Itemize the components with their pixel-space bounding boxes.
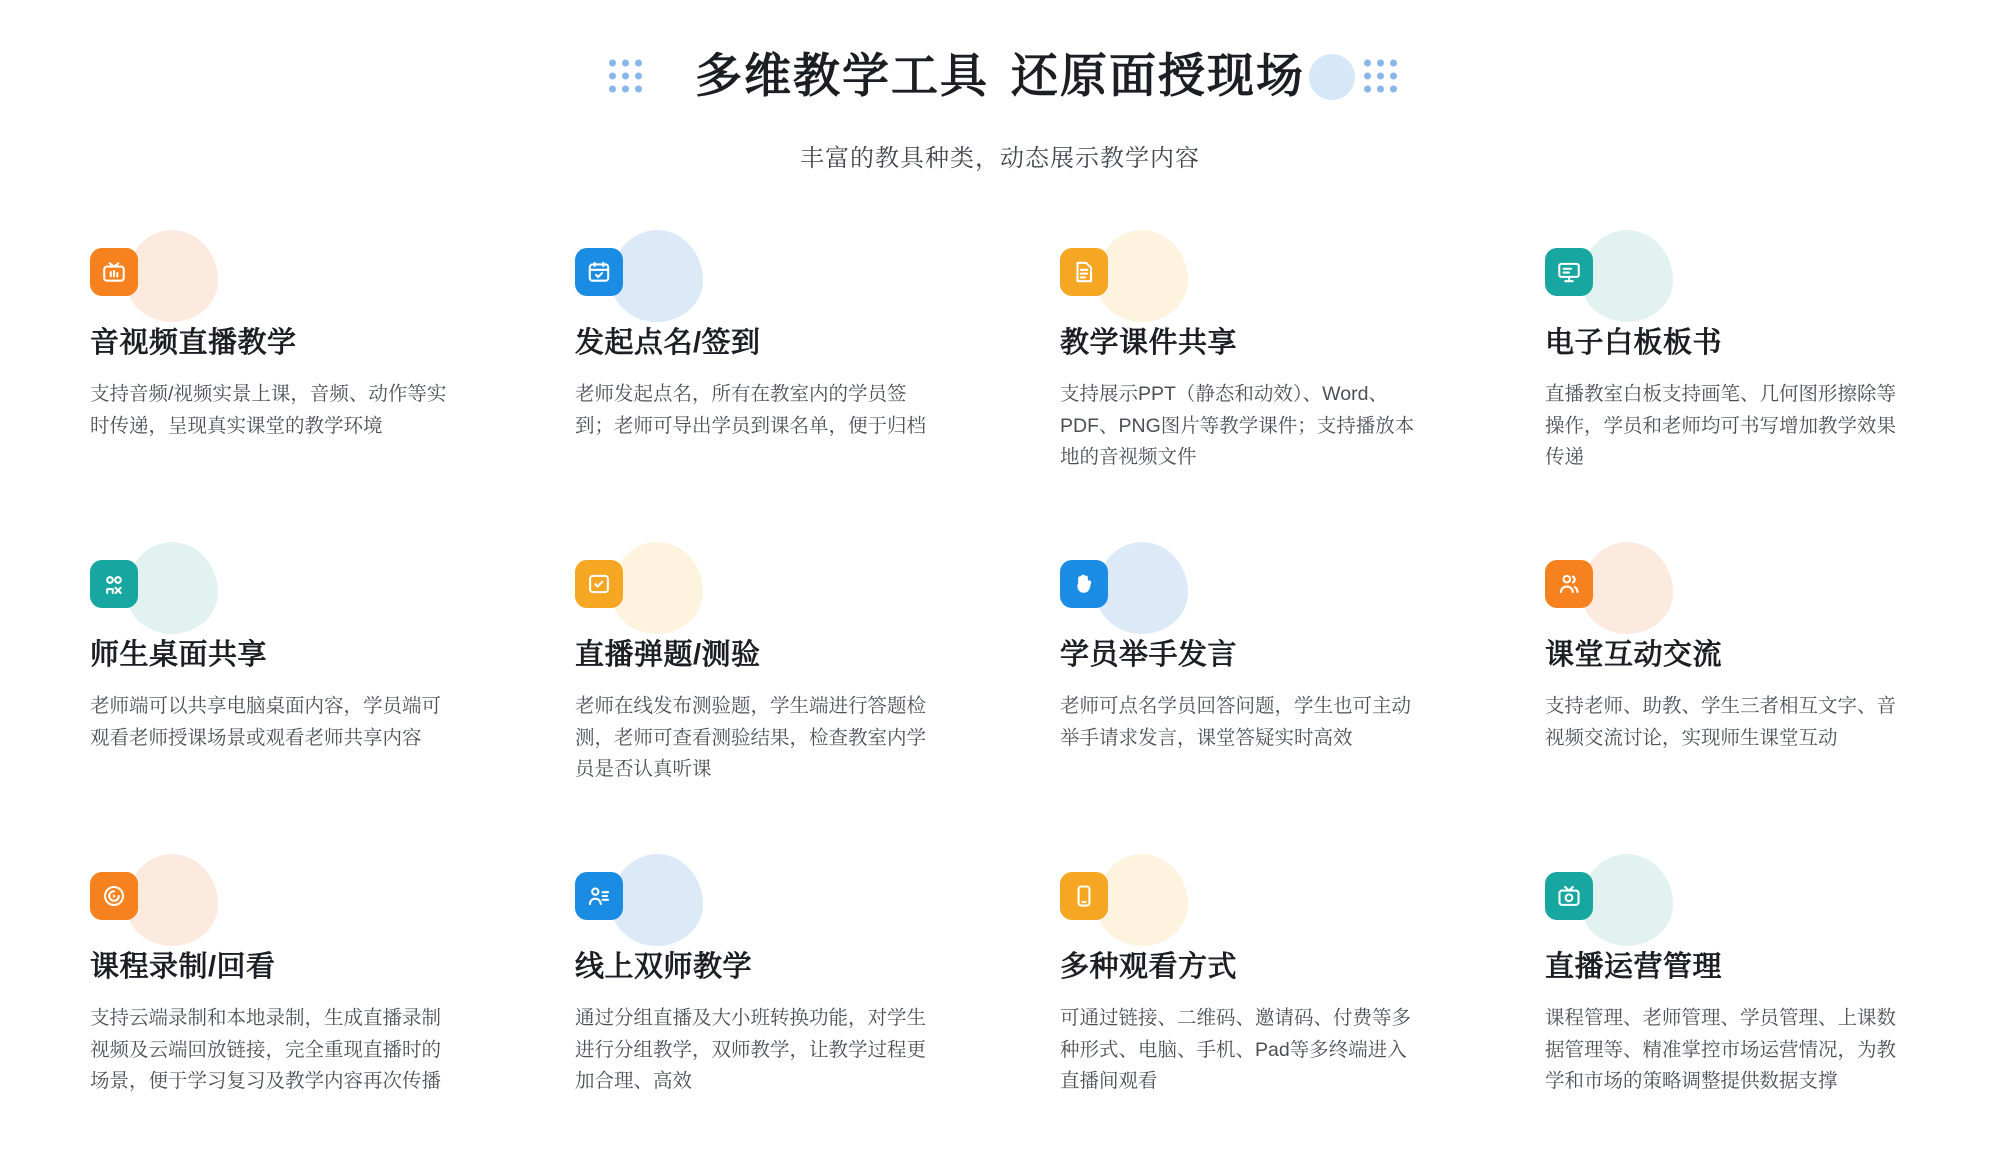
feature-title: 电子白板板书 <box>1545 327 1723 359</box>
feature-card <box>1060 872 1440 1122</box>
feature-title: 直播弹题/测验 <box>575 639 761 671</box>
decorative-blob <box>611 230 703 322</box>
feature-title: 多种观看方式 <box>1060 951 1238 983</box>
feature-description: 老师在线发布测验题，学生端进行答题检测，老师可查看测验结果，检查教室内学员是否认真听课 <box>575 695 927 781</box>
decorative-blob-title <box>1309 54 1355 100</box>
feature-card <box>1545 248 1925 498</box>
decorative-blob <box>1096 854 1188 946</box>
decorative-blob <box>126 230 218 322</box>
feature-description: 课程管理、老师管理、学员管理、上课数据管理等、精准掌控市场运营情况，为教学和市场的策略调整提供数据支撑 <box>1545 1007 1897 1093</box>
page-title-part2: 还原面授现场 <box>1011 49 1305 102</box>
feature-description: 老师端可以共享电脑桌面内容，学员端可观看老师授课场景或观看老师共享内容 <box>90 695 442 749</box>
page-subtitle: 丰富的教具种类，动态展示教学内容 <box>800 145 1200 173</box>
feature-grid <box>90 248 1920 1122</box>
broadcast-manage-icon <box>1545 872 1593 920</box>
feature-card <box>1545 872 1925 1122</box>
feature-card <box>90 248 470 498</box>
record-play-icon <box>90 872 138 920</box>
feature-description: 可通过链接、二维码、邀请码、付费等多种形式、电脑、手机、Pad等多终端进入直播间观看 <box>1060 1007 1412 1093</box>
page-title <box>695 48 1305 104</box>
feature-title: 音视频直播教学 <box>90 327 297 359</box>
feature-title: 课程录制/回看 <box>90 951 276 983</box>
decorative-blob <box>1581 230 1673 322</box>
feature-card <box>90 872 470 1122</box>
feature-description: 老师可点名学员回答问题，学生也可主动举手请求发言，课堂答疑实时高效 <box>1060 695 1412 749</box>
decorative-blob <box>611 854 703 946</box>
feature-description: 通过分组直播及大小班转换功能，对学生进行分组教学，双师教学，让教学过程更加合理、高效 <box>575 1007 927 1093</box>
page-title-part1: 多维教学工具 <box>695 49 989 102</box>
mobile-device-icon <box>1060 872 1108 920</box>
decorative-blob <box>126 854 218 946</box>
feature-title: 发起点名/签到 <box>575 327 761 359</box>
whiteboard-icon <box>1545 248 1593 296</box>
tv-broadcast-icon <box>90 248 138 296</box>
page-header <box>0 0 2000 173</box>
quiz-check-icon <box>575 560 623 608</box>
screen-share-icon <box>90 560 138 608</box>
feature-card <box>1060 560 1440 810</box>
dual-teacher-icon <box>575 872 623 920</box>
feature-description: 支持展示PPT（静态和动效）、Word、PDF、PNG图片等教学课件；支持播放本地的音视频文件 <box>1060 383 1415 469</box>
feature-title: 直播运营管理 <box>1545 951 1723 983</box>
group-users-icon <box>1545 560 1593 608</box>
feature-title: 教学课件共享 <box>1060 327 1238 359</box>
feature-card <box>575 560 955 810</box>
feature-title: 课堂互动交流 <box>1545 639 1723 671</box>
feature-description: 支持老师、助教、学生三者相互文字、音视频交流讨论，实现师生课堂互动 <box>1545 695 1897 749</box>
feature-card <box>1545 560 1925 810</box>
feature-card <box>90 560 470 810</box>
decorative-blob <box>611 542 703 634</box>
raise-hand-icon <box>1060 560 1108 608</box>
feature-title: 学员举手发言 <box>1060 639 1238 671</box>
feature-card <box>575 248 955 498</box>
feature-title: 线上双师教学 <box>575 951 753 983</box>
feature-description: 直播教室白板支持画笔、几何图形擦除等操作，学员和老师均可书写增加教学效果传递 <box>1545 383 1897 469</box>
decorative-blob <box>1096 230 1188 322</box>
calendar-check-icon <box>575 248 623 296</box>
feature-card <box>1060 248 1440 498</box>
decorative-blob <box>1581 542 1673 634</box>
decorative-blob <box>126 542 218 634</box>
feature-description: 老师发起点名，所有在教室内的学员签到；老师可导出学员到课名单，便于归档 <box>575 383 927 437</box>
feature-title: 师生桌面共享 <box>90 639 268 671</box>
decorative-blob <box>1581 854 1673 946</box>
feature-description: 支持音频/视频实景上课，音频、动作等实时传递，呈现真实课堂的教学环境 <box>90 383 447 437</box>
title-wrap <box>695 48 1305 104</box>
feature-card <box>575 872 955 1122</box>
feature-description: 支持云端录制和本地录制，生成直播录制视频及云端回放链接，完全重现直播时的场景，便于学习复习及教学内容再次传播 <box>90 1007 442 1093</box>
decorative-blob <box>1096 542 1188 634</box>
decorative-dots-left <box>609 60 642 93</box>
decorative-dots-right <box>1364 60 1397 93</box>
document-lines-icon <box>1060 248 1108 296</box>
